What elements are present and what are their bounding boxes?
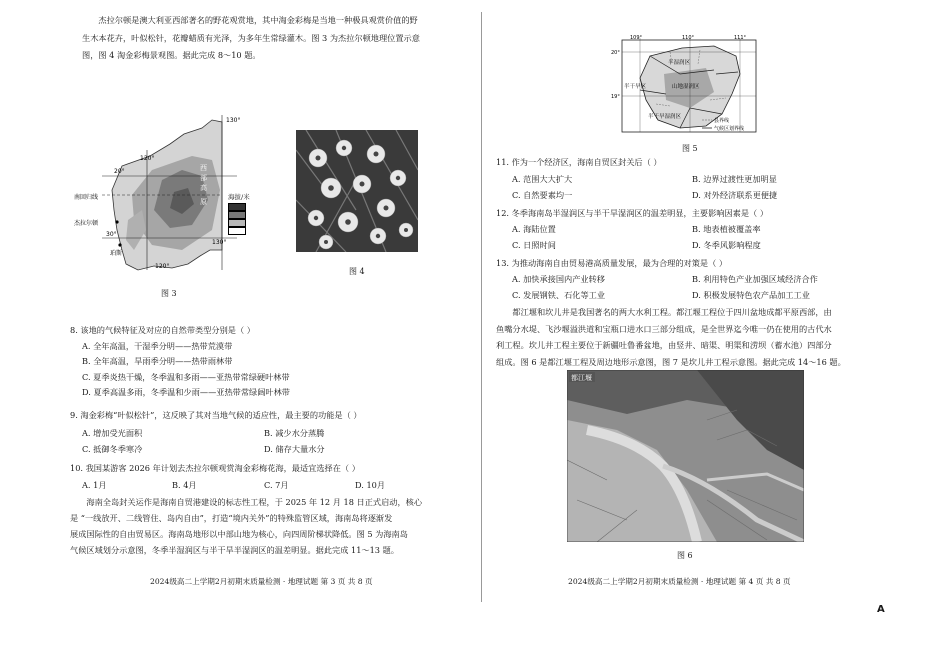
- lat-label: 20°: [611, 50, 620, 56]
- option: A. 范围大大扩大: [512, 174, 573, 184]
- lat-label: 20°: [114, 168, 125, 175]
- option: C. 自然要素均一: [512, 190, 573, 200]
- lat-label: 19°: [611, 94, 620, 100]
- place-label: 南回归线: [74, 194, 99, 201]
- legend-title: 海拔/米: [228, 193, 250, 201]
- lon-label: 130°: [226, 117, 241, 124]
- elevation-legend: [228, 192, 250, 235]
- question-stem: 12. 冬季海南岛半湿润区与半干旱湿润区的温差明显，主要影响因素是（ ）: [496, 208, 769, 218]
- option: D. 对外经济联系更便捷: [692, 190, 778, 200]
- fig3-caption: 图 3: [161, 289, 177, 298]
- zone-label: 半湿润区: [668, 60, 691, 66]
- lon-label: 109°: [630, 35, 643, 41]
- lon-label: 130°: [212, 239, 227, 246]
- hainan-climate-map: [610, 34, 760, 134]
- intro-passage-3: [496, 304, 906, 370]
- intro-passage-1: [82, 12, 482, 65]
- option: A. 增加受光面积: [82, 428, 143, 438]
- question-9: [70, 408, 480, 424]
- intro-line: 图，图 4 淘金彩梅景观图。据此完成 8～10 题。: [82, 50, 261, 60]
- option: D. 冬季风影响程度: [692, 240, 761, 250]
- legend-label: 气候区划界线: [714, 126, 745, 132]
- question-8: [70, 323, 480, 401]
- lon-label: 110°: [682, 35, 695, 41]
- intro-line: 海南全岛封关运作是海南自贸港建设的标志性工程，于 2025 年 12 月 18 日正式启动，核心: [86, 497, 423, 507]
- perth-dot: [118, 243, 121, 246]
- option: C. 日照时间: [512, 240, 556, 250]
- lon-label: 111°: [734, 35, 747, 41]
- intro-line: 鱼嘴分水堤、飞沙堰溢洪道和宝瓶口进水口三部分组成，是全世界迄今唯一仍在使用的古代水: [496, 323, 832, 334]
- lon-label: 120°: [140, 155, 155, 162]
- option: D. 储存大量水分: [264, 444, 325, 454]
- intro-line: 生木本花卉，叶似松针，花瓣蜡质有光泽，为多年生常绿灌木。图 3 为杰拉尔顿地理位置示意: [82, 32, 420, 43]
- intro-line: 杰拉尔顿是澳大利亚西部著名的野花观赏地，其中淘金彩梅是当地一种极具观赏价值的野: [98, 15, 418, 25]
- region-label: 高: [200, 184, 207, 192]
- intro-line: 利工程。坎儿井工程主要位于新疆吐鲁番盆地，由竖井、暗渠、明渠和涝坝（蓄水池）四部分: [496, 340, 832, 350]
- intro-line: 展成国际性的自由贸易区。海南岛地形以中部山地为核心，向四周阶梯状降低。图 5 为海南岛: [70, 529, 408, 539]
- lon-label: 120°: [155, 263, 170, 270]
- fig6-caption: 图 6: [677, 551, 693, 560]
- zone-label: 山地湿润区: [672, 84, 700, 90]
- place-label: 珀斯: [110, 250, 123, 257]
- page-divider: [481, 12, 482, 602]
- region-label: 西: [200, 164, 207, 172]
- question-stem: 8. 该地的气候特征及对应的自然带类型分别是（ ）: [70, 325, 255, 335]
- intro-line: 都江堰和坎儿井是我国著名的两大水利工程。都江堰工程位于四川盆地成都平原西部，由: [512, 307, 832, 317]
- option: C. 抵御冬季寒冷: [82, 444, 143, 454]
- place-label: 杰拉尔顿: [74, 220, 99, 227]
- option: B. 边界过渡性更加明显: [692, 174, 777, 184]
- fig6-inset-label: 都江堰: [571, 374, 592, 382]
- option: B. 全年高温，旱雨季分明——热带雨林带: [82, 356, 233, 366]
- page-footer: 2024级高二上学期2月初期末质量检测 · 地理试题 第 4 页 共 8 页: [568, 577, 791, 586]
- option: B. 利用特色产业加强区域经济合作: [692, 274, 818, 284]
- option: C. 夏季炎热干燥，冬季温和多雨——亚热带常绿硬叶林带: [82, 371, 290, 382]
- flower-photo: [296, 130, 418, 252]
- question-12: [496, 206, 906, 222]
- question-10: [70, 461, 480, 477]
- zone-label: 半干旱湿润区: [648, 114, 682, 120]
- page-footer: 2024级高二上学期2月初期末质量检测 · 地理试题 第 3 页 共 8 页: [150, 577, 373, 586]
- option: D. 夏季高温多雨，冬季温和少雨——亚热带常绿阔叶林带: [82, 387, 290, 397]
- legend-label: 县界线: [714, 118, 730, 124]
- question-11: [496, 155, 906, 171]
- lat-label: 30°: [106, 231, 117, 238]
- option: B. 4月: [172, 480, 197, 490]
- option: A. 1月: [82, 480, 107, 490]
- question-stem: 13. 为推动海南自由贸易港高质量发展，最为合理的对策是（ ）: [496, 258, 728, 268]
- region-label: 原: [200, 198, 207, 206]
- australia-map-figure: [62, 100, 252, 280]
- question-13: [496, 256, 906, 272]
- region-label: 部: [200, 174, 207, 182]
- option: A. 海陆位置: [512, 224, 556, 234]
- question-stem: 10. 我国某游客 2026 年计划去杰拉尔顿观赏淘金彩梅花海，最适宜选择在（ ）: [70, 463, 360, 473]
- intro-line: 是 “一线放开、二线管住、岛内自由”，打造“境内关外”的特殊监管区域，海南岛将逐渐发: [70, 513, 393, 523]
- question-stem: 11. 作为一个经济区，海南自贸区封关后（ ）: [496, 157, 662, 167]
- option: A. 加快承接国内产业转移: [512, 274, 605, 284]
- option: D. 积极发展特色农产品加工工业: [692, 290, 810, 300]
- fig4-caption: 图 4: [349, 267, 365, 276]
- zone-label: 半干旱区: [624, 84, 647, 90]
- intro-passage-2: [70, 494, 480, 558]
- option: B. 地表植被覆盖率: [692, 224, 761, 234]
- corner-mark: A: [877, 604, 885, 615]
- option: C. 7月: [264, 480, 289, 490]
- fig5-caption: 图 5: [682, 144, 698, 153]
- geraldton-dot: [115, 220, 118, 223]
- intro-line: 气候区域划分示意图，冬季半湿润区与半干旱半湿润区的温差明显。据此完成 11～13 题。: [70, 545, 399, 555]
- option: D. 10月: [355, 480, 386, 490]
- option: B. 减少水分蒸腾: [264, 428, 325, 438]
- dujiangyan-terrain-figure: [567, 370, 804, 542]
- question-stem: 9. 淘金彩梅“叶似松针”，这反映了其对当地气候的适应性，最主要的功能是（ ）: [70, 410, 362, 420]
- option: A. 全年高温，干湿季分明——热带荒漠带: [82, 340, 233, 351]
- option: C. 发展钢铁、石化等工业: [512, 290, 606, 300]
- intro-line: 组成。图 6 是都江堰工程及周边地形示意图，图 7 是坎儿井工程示意图。据此完成 14～16 题。: [496, 356, 846, 367]
